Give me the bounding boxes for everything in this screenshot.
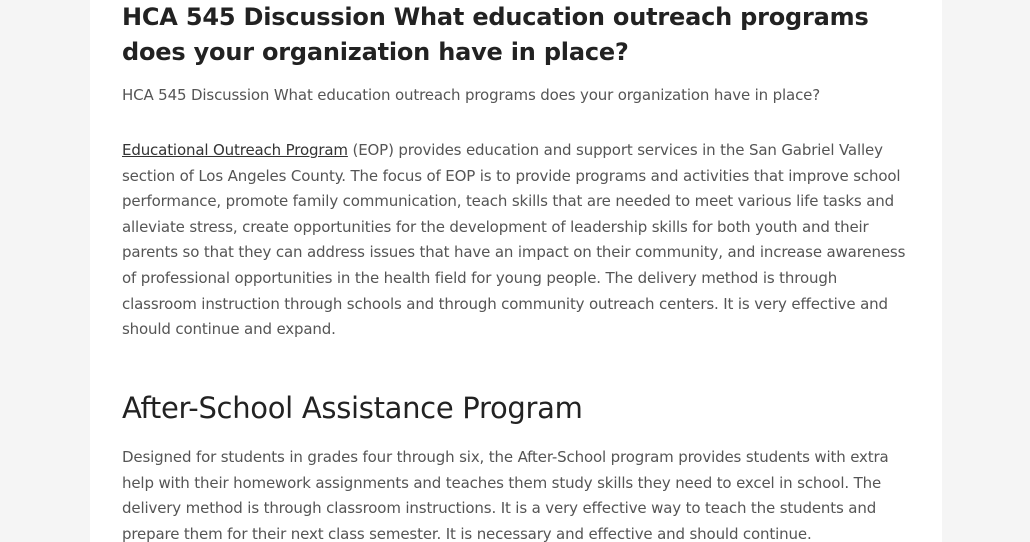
article-intro: HCA 545 Discussion What education outreach programs does your organization have in place? xyxy=(122,86,821,104)
section-heading: After-School Assistance Program xyxy=(122,390,583,425)
article-content xyxy=(122,0,912,542)
eop-paragraph xyxy=(122,138,912,343)
article-title: HCA 545 Discussion What education outreach programs does your organization have in place? xyxy=(122,3,869,66)
eop-link[interactable]: Educational Outreach Program xyxy=(122,141,348,159)
after-school-paragraph: Designed for students in grades four through six, the After-School program provides students with extra help with their homework assignments and teaches them study skills they need to excel in school. The delivery method is through classroom instructions. It is a very effective way to teach the students and prepare them for their next class semester. It is necessary and effective and should continue. xyxy=(122,447,889,542)
eop-paragraph-text: (EOP) provides education and support services in the San Gabriel Valley section of Los Angeles County. The focus of EOP is to provide programs and activities that improve school performance, promote family communication, teach skills that are needed to meet various life tasks and alleviate stress, create opportunities for the development of leadership skills for both youth and their parents so that they can address issues that have an impact on their community, and increase awareness of professional opportunities in the health field for young people. The delivery method is through classroom instruction through schools and through community outreach centers. It is very effective and should continue and expand. xyxy=(122,141,906,339)
article-card xyxy=(90,0,942,542)
